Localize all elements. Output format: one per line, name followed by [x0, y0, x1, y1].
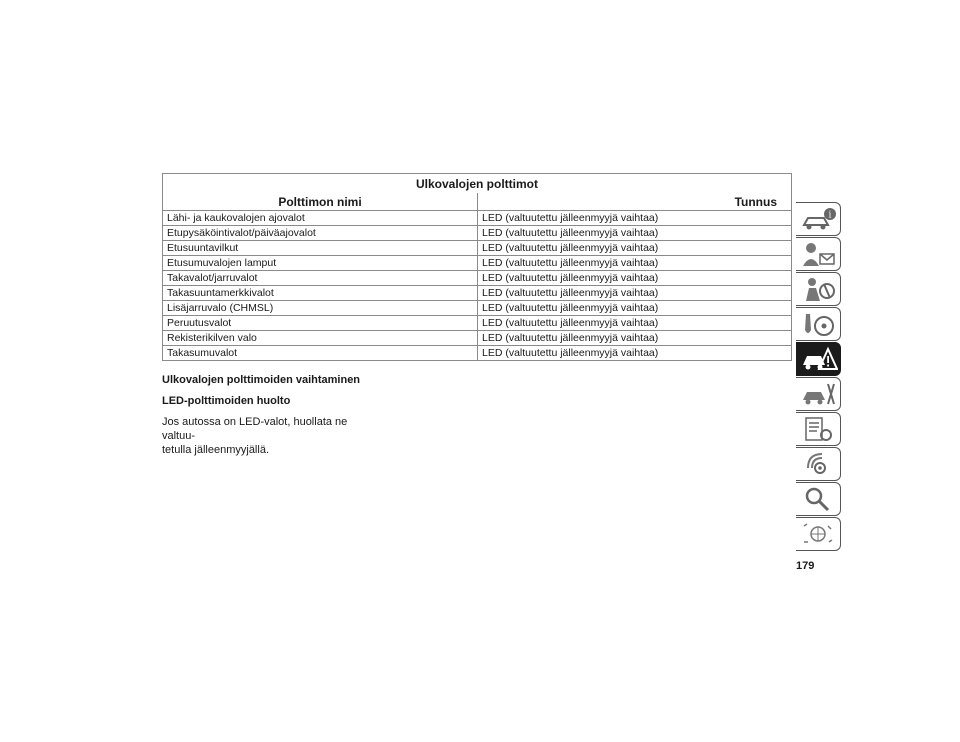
body-line: tetulla jälleenmyyjällä. [162, 444, 269, 456]
bulb-code-cell: LED (valtuutettu jälleenmyyjä vaihtaa) [478, 346, 792, 361]
multimedia-icon [800, 450, 838, 478]
section-title: Ulkovalojen polttimoiden vaihtaminen [162, 374, 361, 386]
bulb-table [162, 173, 792, 361]
table-row [163, 286, 792, 301]
tab-driver-dashboard[interactable] [796, 237, 841, 271]
airbag-safety-icon [800, 275, 838, 303]
body-line: Jos autossa on LED-valot, huollata ne valtuu- [162, 416, 348, 442]
table-row [163, 301, 792, 316]
subsection-title: LED-polttimoiden huolto [162, 395, 291, 407]
languages-icon [800, 520, 838, 548]
table-row [163, 346, 792, 361]
bulb-name-cell: Takasumuvalot [163, 346, 478, 361]
svg-text:i: i [828, 210, 832, 221]
bulb-code-cell: LED (valtuutettu jälleenmyyjä vaihtaa) [478, 316, 792, 331]
bulb-name-cell: Etusuuntavilkut [163, 241, 478, 256]
tab-search-index[interactable] [796, 482, 841, 516]
tab-specifications[interactable] [796, 412, 841, 446]
car-info-icon [800, 205, 838, 233]
bulb-code-cell: LED (valtuutettu jälleenmyyjä vaihtaa) [478, 211, 792, 226]
table-row [163, 226, 792, 241]
bulb-name-cell: Peruutusvalot [163, 316, 478, 331]
bulb-name-cell: Rekisterikilven valo [163, 331, 478, 346]
search-index-icon [800, 485, 838, 513]
body-paragraph [162, 415, 372, 457]
tab-steering-start[interactable] [796, 307, 841, 341]
tab-roadside-emergency[interactable] [796, 342, 841, 376]
driver-dashboard-icon [800, 240, 838, 268]
bulb-code-cell: LED (valtuutettu jälleenmyyjä vaihtaa) [478, 286, 792, 301]
roadside-emergency-icon [800, 345, 838, 373]
bulb-name-cell: Takasuuntamerkkivalot [163, 286, 478, 301]
bulb-code-cell: LED (valtuutettu jälleenmyyjä vaihtaa) [478, 331, 792, 346]
bulb-code-cell: LED (valtuutettu jälleenmyyjä vaihtaa) [478, 226, 792, 241]
bulb-name-cell: Takavalot/jarruvalot [163, 271, 478, 286]
tab-languages[interactable] [796, 517, 841, 551]
bulb-name-cell: Etupysäköintivalot/päiväajovalot [163, 226, 478, 241]
bulb-code-cell: LED (valtuutettu jälleenmyyjä vaihtaa) [478, 301, 792, 316]
bulb-name-cell: Lisäjarruvalo (CHMSL) [163, 301, 478, 316]
tab-car-info[interactable] [796, 202, 841, 236]
table-row [163, 331, 792, 346]
specifications-icon [800, 415, 838, 443]
bulb-code-cell: LED (valtuutettu jälleenmyyjä vaihtaa) [478, 241, 792, 256]
table-row [163, 211, 792, 226]
car-service-icon [800, 380, 838, 408]
steering-start-icon [800, 310, 838, 338]
page-number: 179 [796, 560, 815, 572]
tab-car-service[interactable] [796, 377, 841, 411]
tab-multimedia[interactable] [796, 447, 841, 481]
tab-airbag-safety[interactable] [796, 272, 841, 306]
bulb-code-cell: LED (valtuutettu jälleenmyyjä vaihtaa) [478, 271, 792, 286]
table-row [163, 316, 792, 331]
table-row [163, 241, 792, 256]
bulb-name-cell: Etusumuvalojen lamput [163, 256, 478, 271]
table-row [163, 271, 792, 286]
table-row [163, 256, 792, 271]
table-caption: Ulkovalojen polttimot [163, 174, 792, 194]
bulb-name-cell: Lähi- ja kaukovalojen ajovalot [163, 211, 478, 226]
column-header-code: Tunnus [478, 193, 792, 211]
column-header-bulb-name: Polttimon nimi [163, 193, 478, 211]
bulb-code-cell: LED (valtuutettu jälleenmyyjä vaihtaa) [478, 256, 792, 271]
